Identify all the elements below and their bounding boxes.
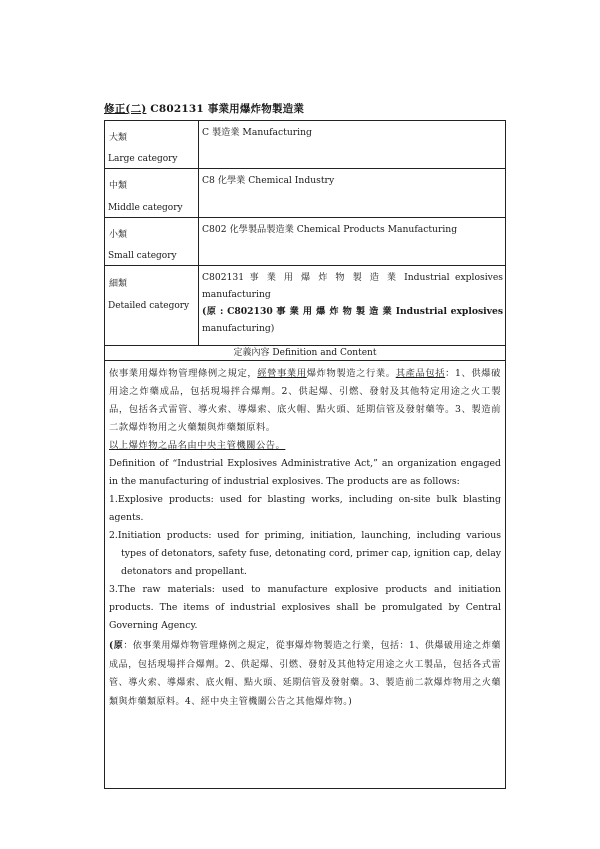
value-cell: C 製造業 Manufacturing: [202, 127, 312, 138]
definition-zh: [109, 365, 501, 455]
detail-line-2: manufacturing: [202, 289, 271, 300]
row-definition-header: [105, 346, 505, 361]
classification-table: [104, 120, 506, 789]
title-code-name: C802131 事業用爆炸物製造業: [146, 103, 305, 115]
label-en: Small category: [108, 251, 177, 261]
definition-zh-part: 依事業用爆炸物管理條例之規定，: [109, 368, 258, 379]
label-cell: [105, 266, 199, 345]
label-cell: [105, 169, 199, 217]
label-zh: 細類: [109, 279, 128, 289]
definition-zh-part: 爆炸物製造之行業。: [306, 368, 396, 379]
definition-zh-underlined: 其產品包括: [395, 368, 446, 379]
original-label: (原: [109, 641, 124, 651]
definition-content: [109, 365, 501, 711]
label-zh: 大類: [109, 133, 128, 143]
label-en: Middle category: [108, 203, 183, 213]
document-title: [104, 101, 304, 116]
definition-en-item-2: 2.Initiation products: used for priming, initiation, launching, including various types of detonators, safety fuse, detonating cord, primer cap, ignition cap, delay detonators and propellant.: [109, 530, 501, 577]
row-detailed-category: [105, 266, 505, 346]
original-text: ：依事業用爆炸物管理條例之規定，從事爆炸物製造之行業，包括：1、供爆破用途之炸藥成品，包括現場拌合爆劑。2、供起爆、引燃、發射及其他特定用途之火工製品，包括各式雷管、導火索、導爆索、底火帽、點火頭、延期信管及發射藥。3、製造前二款爆炸物用之火藥類與炸藥類原料。4、經中央主管機關公告之其他爆炸物。): [109, 641, 501, 707]
title-prefix: 修正(二): [104, 103, 147, 115]
label-zh: 中類: [109, 181, 128, 191]
label-cell: [105, 218, 199, 265]
label-en: Detailed category: [108, 301, 190, 311]
detail-line-1: C802131 事 業 用 爆 炸 物 製 造 業 Industrial explosives: [202, 272, 503, 283]
definition-zh-underlined: 以上爆炸物之品名由中央主管機關公告。: [109, 440, 286, 451]
row-small-category: [105, 218, 505, 266]
value-cell: [202, 269, 503, 337]
label-cell: [105, 121, 199, 168]
detail-line-4: manufacturing): [202, 323, 275, 334]
original-definition: [109, 637, 501, 711]
definition-en-item-3: 3.The raw materials: used to manufacture explosive products and initiation products. The items of industrial explosives shall be promulgated by Central Governing Agency.: [109, 584, 501, 631]
row-middle-category: [105, 169, 505, 218]
row-large-category: [105, 121, 505, 169]
detail-line-3: (原 : C802130 事 業 用 爆 炸 物 製 造 業 Industrial explosives: [202, 306, 503, 317]
definition-zh-underlined: 經營事業用: [257, 368, 307, 379]
definition-en-item-1: 1.Explosive products: used for blasting works, including on-site bulk blasting agents.: [109, 494, 501, 523]
value-cell: C802 化學製品製造業 Chemical Products Manufacturing: [202, 224, 458, 235]
value-cell: C8 化學業 Chemical Industry: [202, 175, 335, 186]
label-zh: 小類: [109, 230, 128, 240]
definition-zh-part: ：1、供爆破用途之炸藥成品，包括現場拌合爆劑。2、供起爆、引燃、發射及其他特定用途之火工製品，包括各式雷管、導火索、導爆索、底火帽、點火頭、延期信管及發射藥等。3、製造前二款爆炸物用之火藥類與炸藥類原料。: [109, 368, 501, 433]
definition-header: 定義內容 Definition and Content: [233, 348, 377, 358]
definition-en-intro: Definition of “Industrial Explosives Administrative Act,” an organization engaged in the manufacturing of industrial explosives. The products are as follows:: [109, 458, 501, 487]
label-en: Large category: [108, 154, 178, 164]
